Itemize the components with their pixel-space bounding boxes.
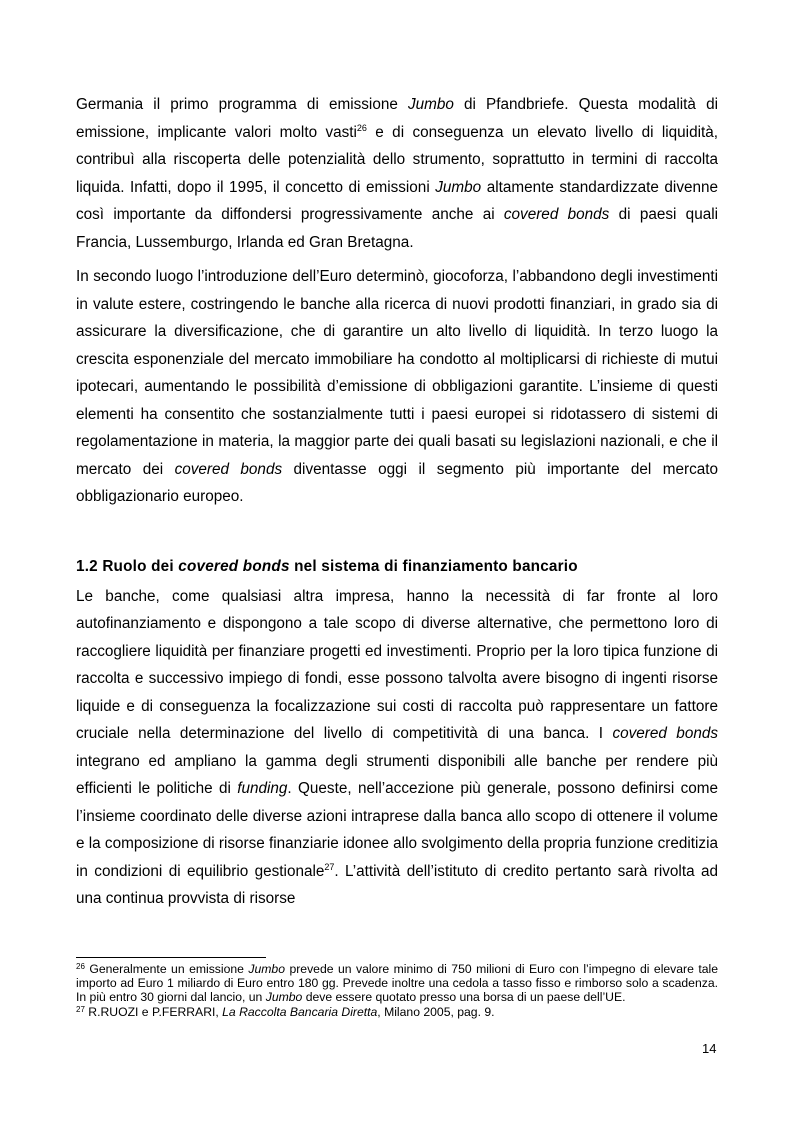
text: e di conseguenza un elevato livello di liquidità, contribuì alla riscoperta delle potenzialità dello strumento, soprattutto in termini di raccolta liquida. Infatti, dopo il 1995, il concetto di emissioni	[76, 123, 718, 196]
paragraph-2	[76, 263, 718, 511]
text-italic: Jumbo	[435, 178, 482, 196]
page-number: 14	[702, 1041, 717, 1056]
text-italic: covered bonds	[503, 206, 610, 223]
text: di paesi quali Francia, Lussemburgo, Irlanda ed Gran Bretagna.	[76, 206, 719, 251]
text: prevede un valore minimo di 750 milioni di Euro con l’impegno di elevare tale importo ad Euro 1 miliardo di Euro entro 180 gg. Prevede inoltre una cedola a tasso fisso e rimborso solo a scadenza. In più entro 30 giorni dal lancio, un	[76, 962, 718, 1005]
text-italic: covered bonds	[612, 725, 718, 742]
section-heading	[76, 553, 718, 580]
text: diventasse oggi il segmento più importante del mercato obbligazionario europeo.	[76, 460, 719, 505]
text-italic: funding	[237, 780, 288, 797]
text-italic: Jumbo	[407, 96, 454, 113]
text: Generalmente un emissione	[84, 962, 249, 976]
page-body	[76, 91, 718, 913]
text: integrano ed ampliano la gamma degli strumenti disponibili alle banche per rendere più efficienti le politiche di	[76, 752, 718, 797]
text: . L’attività dell’istituto di credito pertanto sarà rivolta ad una continua provvista di risorse	[76, 862, 718, 907]
paragraph-1	[76, 91, 718, 256]
footnote-ref-27[interactable]: 27	[324, 861, 335, 872]
footnote-divider	[76, 957, 266, 958]
text-italic: covered bonds	[174, 460, 283, 478]
text: In secondo luogo l’introduzione dell’Euro determinò, giocoforza, l’abbandono degli investimenti in valute estere, costringendo le banche alla ricerca di nuovi prodotti finanziari, in grado sia di assicurare la diversificazione, che di garantire un alto livello di liquidità. In terzo luogo la crescita esponenziale del mercato immobiliare ha condotto al moltiplicarsi di richieste di mutui ipotecari, aumentando le possibilità d’emissione di obbligazioni garantite. L’insieme di questi elementi ha consentito che sostanzialmente tutti i paesi europei si ridotassero di sistemi di regolamentazione in materia, la maggior parte dei quali basati su legislazioni nazionali, e che il mercato dei	[76, 268, 718, 478]
text: deve essere quotato presso una borsa di un paese dell’UE.	[302, 990, 626, 1005]
footnote-27	[76, 1005, 718, 1019]
footnotes	[76, 962, 718, 1019]
footnote-number: 26	[76, 962, 85, 971]
text: altamente standardizzate divenne così importante da diffondersi progressivamente anche ai	[76, 178, 718, 223]
text-italic: Jumbo	[265, 990, 303, 1005]
text: di Pfandbriefe. Questa modalità di emissione, implicante valori molto vasti	[76, 96, 718, 141]
heading-text: nel sistema di finanziamento bancario	[289, 557, 578, 575]
footnote-number: 27	[76, 1004, 85, 1014]
text-italic: La Raccolta Bancaria Diretta	[222, 1004, 378, 1019]
text: R.RUOZI e P.FERRARI,	[84, 1004, 223, 1019]
text: Germania il primo programma di emissione	[76, 96, 408, 113]
text: , Milano 2005, pag. 9.	[377, 1004, 495, 1019]
heading-text: 1.2 Ruolo dei	[76, 557, 179, 575]
heading-italic: covered bonds	[178, 557, 290, 575]
text: . Queste, nell’accezione più generale, possono definirsi come l’insieme coordinato delle diverse azioni intraprese dalla banca allo scopo di ottenere il volume e la composizione di risorse finanziarie idonee allo svolgimento della propria funzione creditizia in condizioni di equilibrio gestionale	[76, 780, 718, 880]
paragraph-3	[76, 583, 718, 913]
footnote-ref-26[interactable]: 26	[356, 122, 367, 133]
text-italic: Jumbo	[248, 962, 285, 976]
footnote-26	[76, 962, 718, 1005]
text: Le banche, come qualsiasi altra impresa, hanno la necessità di far fronte al loro autofinanziamento e dispongono a tale scopo di diverse alternative, che permettono loro di raccogliere liquidità per finanziare progetti ed investimenti. Proprio per la loro tipica funzione di raccolta e successivo impiego di fondi, esse possono talvolta avere bisogno di ingenti risorse liquide e di conseguenza la focalizzazione sui costi di raccolta può rappresentare un fattore cruciale nella determinazione del livello di competitività di una banca. I	[76, 587, 718, 742]
